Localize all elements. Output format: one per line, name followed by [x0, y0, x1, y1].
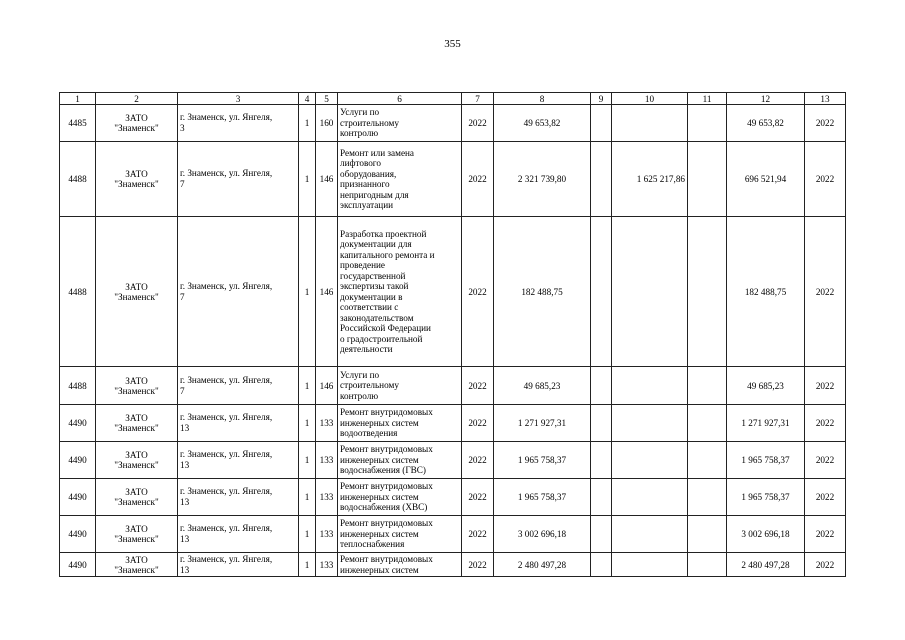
- cell-col4: 1: [299, 217, 316, 367]
- other-cost-cell: 3 002 696,18: [727, 516, 805, 553]
- table-row: [60, 217, 846, 367]
- address-house: 3: [180, 123, 185, 133]
- column-header: 12: [727, 93, 805, 105]
- completion-year-cell: 2022: [805, 479, 846, 516]
- total-cost-cell: 2 321 739,80: [494, 142, 591, 217]
- column-header: 1: [60, 93, 96, 105]
- municipality-cell: [96, 367, 178, 405]
- year-cell: 2022: [462, 553, 494, 577]
- work-description-line: инженерных систем: [340, 528, 419, 539]
- completion-year-cell: 2022: [805, 217, 846, 367]
- work-description-cell: [338, 479, 462, 516]
- completion-year-cell: 2022: [805, 105, 846, 142]
- cell-col5: 133: [316, 553, 338, 577]
- total-cost-cell: 49 653,82: [494, 105, 591, 142]
- cell-col9: [591, 405, 612, 442]
- column-number-header: [60, 93, 846, 105]
- year-cell: 2022: [462, 105, 494, 142]
- work-description-cell: [338, 516, 462, 553]
- year-cell: 2022: [462, 367, 494, 405]
- cell-col11: [688, 105, 727, 142]
- municipality-line: "Знаменск": [114, 179, 159, 189]
- table-row: [60, 105, 846, 142]
- municipality-line: ЗАТО: [125, 524, 148, 534]
- work-description-line: теплоснабжения: [340, 539, 405, 550]
- municipality-line: "Знаменск": [114, 423, 159, 433]
- total-cost-cell: 1 965 758,37: [494, 442, 591, 479]
- other-cost-cell: 1 965 758,37: [727, 442, 805, 479]
- cell-col4: 1: [299, 367, 316, 405]
- row-number: 4490: [60, 553, 96, 577]
- column-header: 7: [462, 93, 494, 105]
- cell-col5: 146: [316, 217, 338, 367]
- column-header: 8: [494, 93, 591, 105]
- cell-col5: 133: [316, 442, 338, 479]
- cell-col11: [688, 516, 727, 553]
- fund-cost-cell: [612, 479, 688, 516]
- address-street: г. Знаменск, ул. Янгеля,: [180, 280, 273, 291]
- fund-cost-cell: [612, 405, 688, 442]
- work-description-line: строительному: [340, 380, 399, 391]
- row-number: 4490: [60, 442, 96, 479]
- column-header: 11: [688, 93, 727, 105]
- address-street: г. Знаменск, ул. Янгеля,: [180, 374, 273, 385]
- municipality-line: "Знаменск": [114, 460, 159, 470]
- other-cost-cell: 696 521,94: [727, 142, 805, 217]
- total-cost-cell: 1 965 758,37: [494, 479, 591, 516]
- cell-col9: [591, 442, 612, 479]
- address-house: 13: [180, 497, 190, 507]
- work-description-line: инженерных систем: [340, 564, 419, 575]
- municipality-line: "Знаменск": [114, 534, 159, 544]
- municipality-line: "Знаменск": [114, 123, 159, 133]
- completion-year-cell: 2022: [805, 142, 846, 217]
- address-cell: [178, 405, 299, 442]
- address-house: 7: [180, 179, 185, 189]
- row-number: 4490: [60, 405, 96, 442]
- work-description-line: Ремонт или замена: [340, 147, 415, 158]
- address-street: г. Знаменск, ул. Янгеля,: [180, 486, 273, 496]
- municipality-cell: [96, 553, 178, 577]
- other-cost-cell: 1 965 758,37: [727, 479, 805, 516]
- fund-cost-cell: [612, 367, 688, 405]
- address-street: г. Знаменск, ул. Янгеля,: [180, 112, 273, 122]
- completion-year-cell: 2022: [805, 442, 846, 479]
- cell-col11: [688, 553, 727, 577]
- work-description-line: строительному: [340, 117, 399, 128]
- completion-year-cell: 2022: [805, 367, 846, 405]
- table-row: [60, 405, 846, 442]
- cell-col9: [591, 105, 612, 142]
- municipality-line: ЗАТО: [125, 450, 148, 460]
- year-cell: 2022: [462, 479, 494, 516]
- work-description-line: водоотведения: [340, 428, 398, 439]
- municipality-cell: [96, 516, 178, 553]
- municipality-line: "Знаменск": [114, 291, 159, 302]
- fund-cost-cell: [612, 553, 688, 577]
- municipality-line: ЗАТО: [125, 169, 148, 179]
- other-cost-cell: 49 653,82: [727, 105, 805, 142]
- completion-year-cell: 2022: [805, 405, 846, 442]
- cell-col4: 1: [299, 405, 316, 442]
- column-header: 2: [96, 93, 178, 105]
- work-description-line: водоснабжения (ГВС): [340, 465, 426, 476]
- cell-col11: [688, 217, 727, 367]
- cell-col11: [688, 442, 727, 479]
- work-description-line: Ремонт внутридомовых: [340, 407, 433, 418]
- work-description-line: государственной: [340, 270, 406, 281]
- column-header: 6: [338, 93, 462, 105]
- work-description-cell: [338, 142, 462, 217]
- column-header: 10: [612, 93, 688, 105]
- municipality-cell: [96, 405, 178, 442]
- fund-cost-cell: 1 625 217,86: [612, 142, 688, 217]
- row-number: 4488: [60, 142, 96, 217]
- work-description-line: Услуги по: [340, 369, 380, 380]
- row-number: 4490: [60, 516, 96, 553]
- completion-year-cell: 2022: [805, 516, 846, 553]
- work-description-line: документации для: [340, 239, 412, 249]
- work-description-line: проведение: [340, 260, 386, 270]
- page-number: 355: [444, 38, 461, 50]
- municipality-line: "Знаменск": [114, 564, 159, 575]
- address-cell: [178, 367, 299, 405]
- work-description-cell: [338, 105, 462, 142]
- municipality-line: ЗАТО: [125, 554, 148, 565]
- total-cost-cell: 182 488,75: [494, 217, 591, 367]
- address-street: г. Знаменск, ул. Янгеля,: [180, 449, 273, 459]
- other-cost-cell: 1 271 927,31: [727, 405, 805, 442]
- address-cell: [178, 553, 299, 577]
- column-header: 13: [805, 93, 846, 105]
- work-description-line: Ремонт внутридомовых: [340, 518, 433, 529]
- municipality-cell: [96, 217, 178, 367]
- municipality-cell: [96, 479, 178, 516]
- municipality-line: ЗАТО: [125, 375, 148, 386]
- address-house: 13: [180, 423, 190, 433]
- year-cell: 2022: [462, 442, 494, 479]
- total-cost-cell: 3 002 696,18: [494, 516, 591, 553]
- work-description-line: оборудования,: [340, 168, 397, 179]
- municipality-cell: [96, 105, 178, 142]
- column-header: 4: [299, 93, 316, 105]
- cell-col4: 1: [299, 142, 316, 217]
- address-house: 7: [180, 385, 185, 396]
- year-cell: 2022: [462, 217, 494, 367]
- work-description-line: лифтового: [340, 158, 381, 168]
- table-row: [60, 367, 846, 405]
- work-description-line: Услуги по: [340, 107, 380, 118]
- work-description-line: непригодным для: [340, 189, 409, 200]
- fund-cost-cell: [612, 105, 688, 142]
- cell-col9: [591, 479, 612, 516]
- other-cost-cell: 2 480 497,28: [727, 553, 805, 577]
- column-header: 5: [316, 93, 338, 105]
- municipality-cell: [96, 142, 178, 217]
- address-cell: [178, 479, 299, 516]
- address-cell: [178, 217, 299, 367]
- other-cost-cell: 182 488,75: [727, 217, 805, 367]
- work-description-line: экспертизы такой: [340, 281, 409, 291]
- work-description-line: контролю: [340, 128, 379, 139]
- work-description-line: Ремонт внутридомовых: [340, 554, 433, 564]
- address-house: 7: [180, 291, 185, 302]
- cell-col9: [591, 142, 612, 217]
- column-header: 9: [591, 93, 612, 105]
- work-description-cell: [338, 442, 462, 479]
- work-description-line: инженерных систем: [340, 454, 419, 465]
- work-description-line: о градостроительной: [340, 333, 423, 344]
- cell-col5: 160: [316, 105, 338, 142]
- cell-col5: 146: [316, 367, 338, 405]
- work-description-line: Ремонт внутридомовых: [340, 481, 433, 492]
- address-street: г. Знаменск, ул. Янгеля,: [180, 412, 273, 422]
- work-description-line: Российской Федерации: [340, 323, 431, 333]
- cell-col4: 1: [299, 442, 316, 479]
- municipality-line: "Знаменск": [114, 385, 159, 396]
- cell-col11: [688, 479, 727, 516]
- cell-col5: 146: [316, 142, 338, 217]
- year-cell: 2022: [462, 405, 494, 442]
- fund-cost-cell: [612, 516, 688, 553]
- cell-col4: 1: [299, 516, 316, 553]
- municipality-line: ЗАТО: [125, 113, 148, 123]
- cell-col11: [688, 142, 727, 217]
- register-table: [59, 92, 846, 577]
- cell-col4: 1: [299, 479, 316, 516]
- work-description-line: контролю: [340, 390, 379, 401]
- municipality-line: ЗАТО: [125, 413, 148, 423]
- cell-col5: 133: [316, 405, 338, 442]
- work-description-cell: [338, 367, 462, 405]
- cell-col11: [688, 367, 727, 405]
- total-cost-cell: 49 685,23: [494, 367, 591, 405]
- table-row: [60, 142, 846, 217]
- work-description-cell: [338, 217, 462, 367]
- table-row: [60, 479, 846, 516]
- work-description-line: документации в: [340, 291, 403, 302]
- address-street: г. Знаменск, ул. Янгеля,: [180, 523, 273, 533]
- work-description-line: водоснабжения (ХВС): [340, 502, 428, 513]
- total-cost-cell: 2 480 497,28: [494, 553, 591, 577]
- row-number: 4488: [60, 217, 96, 367]
- table-row: [60, 553, 846, 577]
- address-house: 13: [180, 564, 190, 575]
- work-description-cell: [338, 405, 462, 442]
- municipality-line: ЗАТО: [125, 281, 148, 292]
- municipality-line: ЗАТО: [125, 487, 148, 497]
- cell-col9: [591, 367, 612, 405]
- fund-cost-cell: [612, 442, 688, 479]
- work-description-line: Разработка проектной: [340, 228, 427, 239]
- municipality-cell: [96, 442, 178, 479]
- work-description-line: признанного: [340, 179, 390, 189]
- total-cost-cell: 1 271 927,31: [494, 405, 591, 442]
- row-number: 4490: [60, 479, 96, 516]
- row-number: 4485: [60, 105, 96, 142]
- work-description-line: деятельности: [340, 344, 393, 354]
- address-street: г. Знаменск, ул. Янгеля,: [180, 168, 273, 178]
- address-cell: [178, 142, 299, 217]
- cell-col11: [688, 405, 727, 442]
- work-description-line: законодательством: [340, 312, 414, 323]
- work-description-line: инженерных систем: [340, 417, 419, 428]
- address-house: 13: [180, 460, 190, 470]
- address-cell: [178, 442, 299, 479]
- address-street: г. Знаменск, ул. Янгеля,: [180, 553, 273, 564]
- work-description-cell: [338, 553, 462, 577]
- cell-col5: 133: [316, 479, 338, 516]
- address-house: 13: [180, 534, 190, 544]
- address-cell: [178, 105, 299, 142]
- cell-col9: [591, 516, 612, 553]
- work-description-line: соответствии с: [340, 302, 399, 312]
- other-cost-cell: 49 685,23: [727, 367, 805, 405]
- work-description-line: эксплуатации: [340, 200, 394, 210]
- municipality-line: "Знаменск": [114, 497, 159, 507]
- work-description-line: инженерных систем: [340, 491, 419, 502]
- table-row: [60, 442, 846, 479]
- cell-col9: [591, 553, 612, 577]
- fund-cost-cell: [612, 217, 688, 367]
- year-cell: 2022: [462, 142, 494, 217]
- year-cell: 2022: [462, 516, 494, 553]
- completion-year-cell: 2022: [805, 553, 846, 577]
- cell-col5: 133: [316, 516, 338, 553]
- row-number: 4488: [60, 367, 96, 405]
- cell-col4: 1: [299, 553, 316, 577]
- work-description-line: Ремонт внутридомовых: [340, 444, 433, 455]
- address-cell: [178, 516, 299, 553]
- column-header: 3: [178, 93, 299, 105]
- cell-col4: 1: [299, 105, 316, 142]
- work-description-line: капитального ремонта и: [340, 249, 435, 260]
- cell-col9: [591, 217, 612, 367]
- table-row: [60, 516, 846, 553]
